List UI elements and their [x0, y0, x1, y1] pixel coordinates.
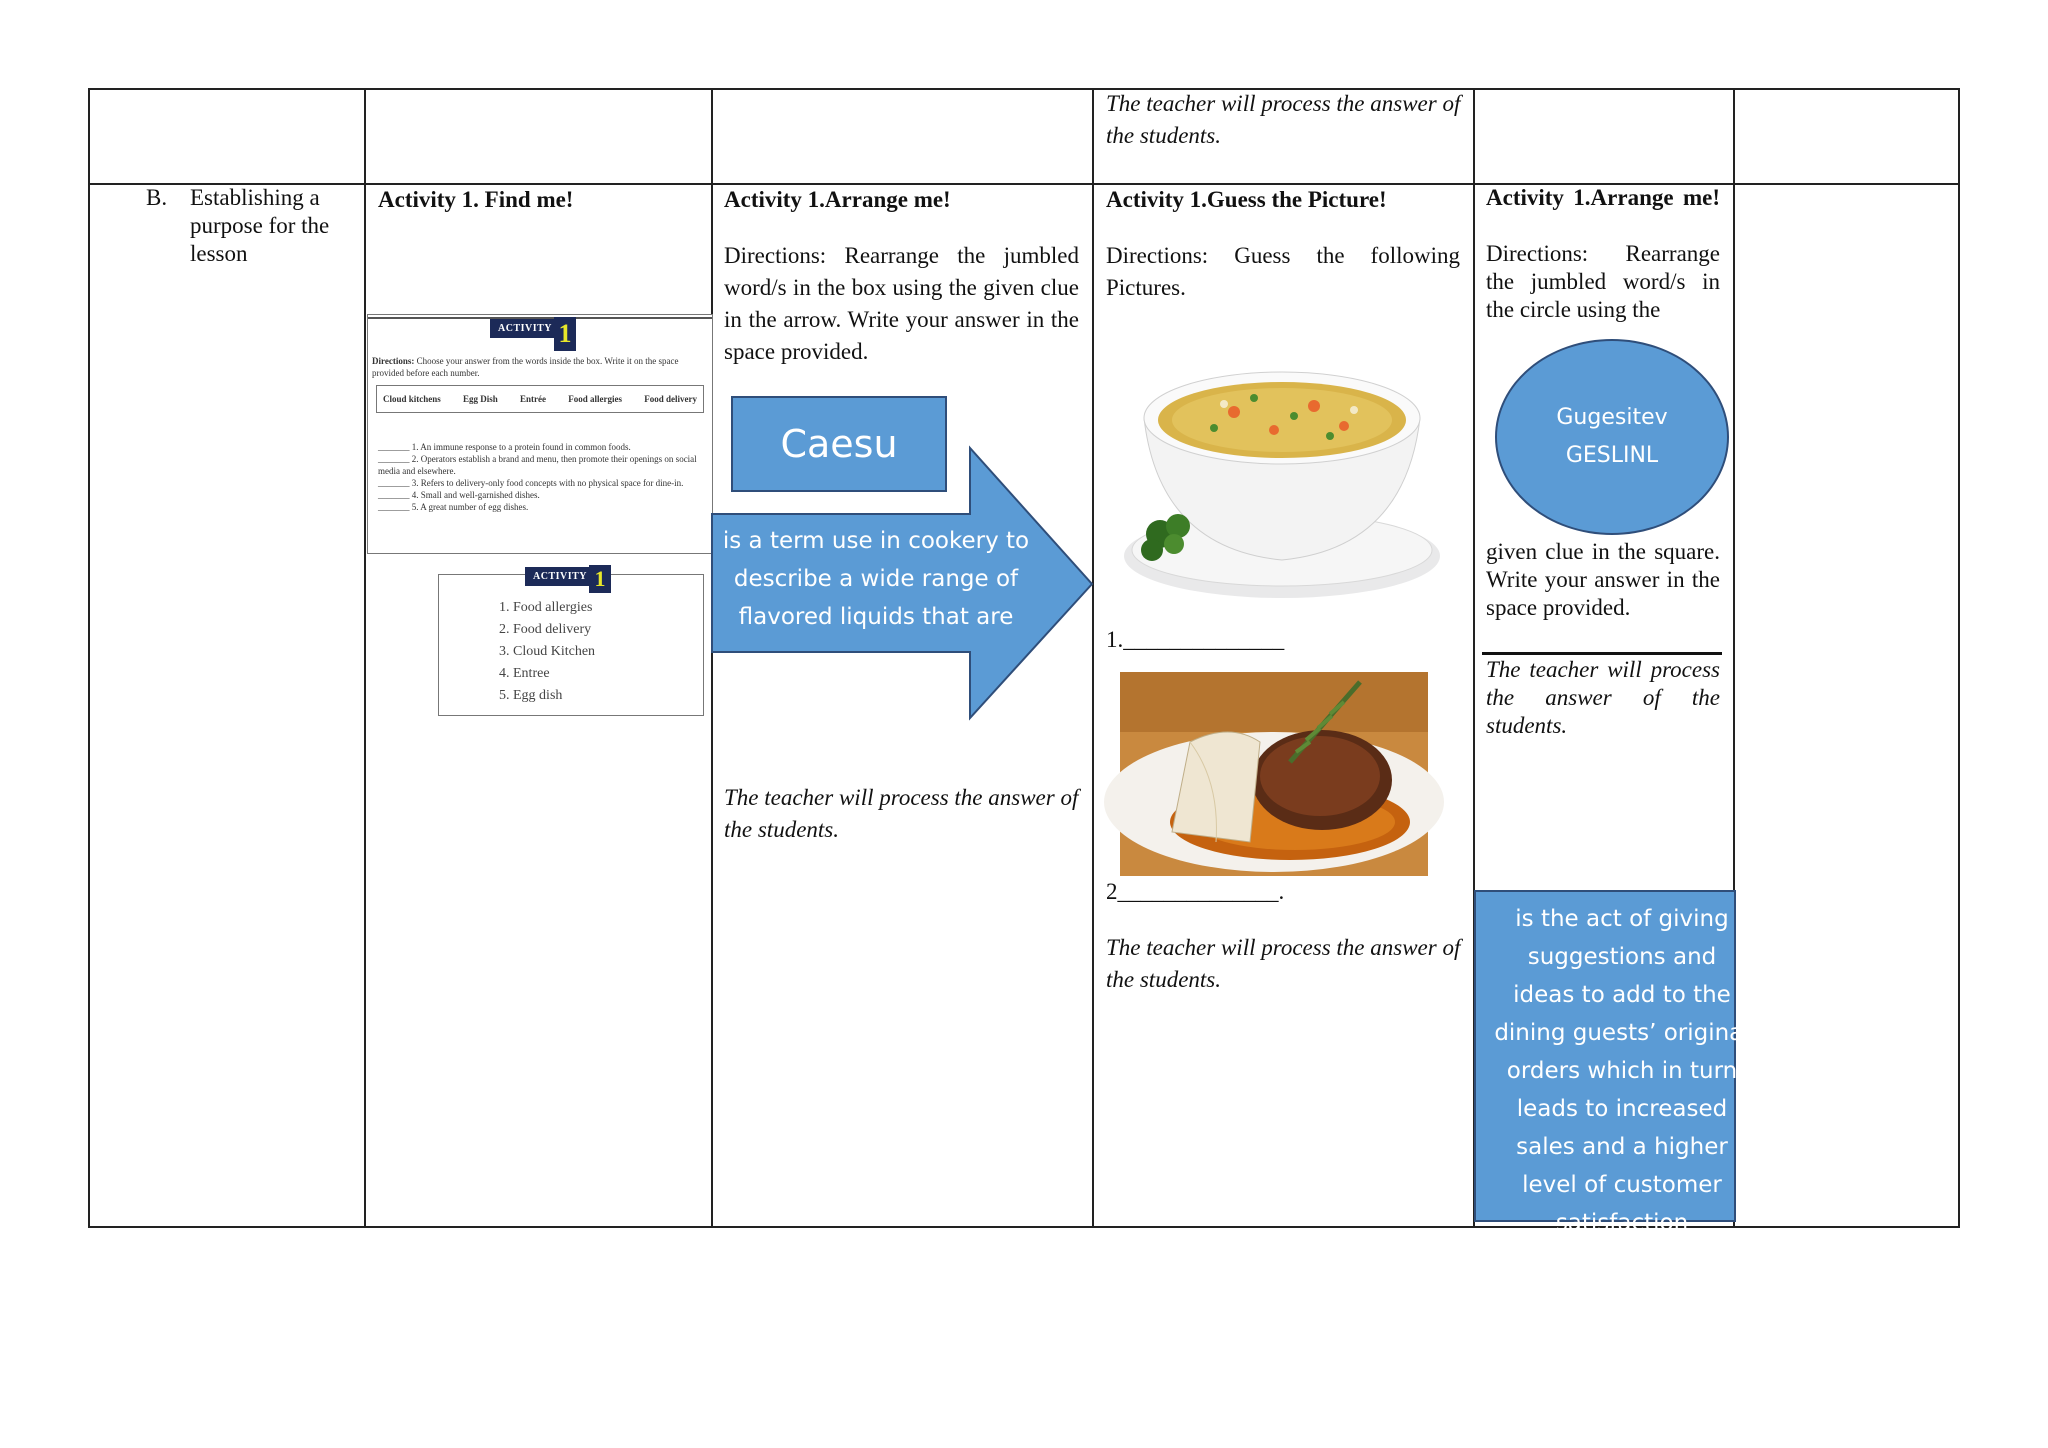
- answer-key-list: [499, 597, 689, 707]
- col3-directions: Directions: Rearrange the jumbled word/s in the box using the given clue in the arrow. Write your answer in the space provided.: [724, 243, 1079, 364]
- circle-jumbled-word-1: Gugesitev: [1556, 405, 1668, 430]
- col5-teacher-note: The teacher will process the answer of the students.: [1486, 657, 1720, 738]
- worksheet-directions-text: Choose your answer from the words inside the box. Write it on the space provided before each number.: [372, 356, 679, 378]
- section-title: Establishing a purpose for the lesson: [190, 185, 330, 266]
- jumbled-word: Caesu: [780, 422, 898, 466]
- section-letter: B.: [146, 185, 168, 210]
- top-row-teacher-note: The teacher will process the answer of the students.: [1106, 91, 1461, 148]
- jumbled-word-circle: [1495, 339, 1729, 535]
- col4-activity-heading: Activity 1.Guess the Picture!: [1106, 187, 1387, 212]
- arrow-clue-text: is a term use in cookery to describe a wide range of flavored liquids that are: [722, 528, 1030, 630]
- worksheet-word: Cloud kitchens: [383, 394, 441, 404]
- worksheet-items: [378, 441, 706, 513]
- table-left-border: [88, 88, 90, 1228]
- worksheet-word: Food allergies: [568, 394, 622, 404]
- answer-key-activity-number: 1: [589, 565, 611, 593]
- table-top-border: [88, 88, 1958, 90]
- clue-square-text: is the act of giving suggestions and ideas to add to the dining guests’ original orders which in turn leads to increased sales and a higher level of customer satisfaction: [1494, 906, 1750, 1236]
- worksheet-word-box: [376, 385, 704, 413]
- picture-blank-2: 2______________.: [1106, 879, 1285, 904]
- col5-directions-bottom: given clue in the square. Write your answer in the space provided.: [1486, 539, 1720, 620]
- col4-directions: Directions: Guess the following Pictures.: [1106, 243, 1460, 300]
- col3-teacher-note: The teacher will process the answer of the students.: [724, 785, 1079, 842]
- steak-plate-image: [1120, 672, 1428, 876]
- soup-bowl-image: [1104, 338, 1454, 618]
- table-right-border: [1958, 88, 1960, 1228]
- answer-line: [1482, 652, 1722, 655]
- answer-key-thumbnail: [438, 566, 704, 716]
- answer-key-activity-tag: ACTIVITY: [525, 567, 595, 586]
- col2-activity-heading: Activity 1. Find me!: [378, 187, 574, 212]
- answer-key-item: 3. Cloud Kitchen: [499, 644, 596, 659]
- answer-key-item: 1. Food allergies: [499, 600, 593, 615]
- worksheet-word: Food delivery: [644, 394, 697, 404]
- answer-key-item: 2. Food delivery: [499, 622, 592, 637]
- col3-activity-heading: Activity 1.Arrange me!: [724, 187, 951, 212]
- clue-square: [1474, 890, 1750, 1236]
- answer-key-item: 4. Entree: [499, 666, 550, 681]
- column-divider: [364, 88, 366, 1228]
- worksheet-directions-label: Directions:: [372, 356, 415, 366]
- picture-blank-1: 1.______________: [1106, 627, 1285, 652]
- worksheet-word: Entrée: [520, 394, 547, 404]
- worksheet-item: _______ 2. Operators establish a brand and menu, then promote their openings on social media and elsewhere.: [378, 454, 697, 476]
- circle-jumbled-word-2: GESLINL: [1565, 443, 1659, 468]
- worksheet-word: Egg Dish: [463, 394, 498, 404]
- col5-activity-heading: Activity 1.Arrange me!: [1486, 185, 1720, 210]
- worksheet-activity-number: 1: [554, 317, 576, 351]
- worksheet-thumbnail: [367, 314, 713, 554]
- worksheet-item: _______ 4. Small and well-garnished dishes.: [378, 490, 540, 500]
- worksheet-item: _______ 3. Refers to delivery-only food concepts with no physical space for dine-in.: [378, 478, 684, 488]
- answer-key-item: 5. Egg dish: [499, 688, 563, 703]
- worksheet-directions: [372, 355, 706, 379]
- worksheet-item: _______ 1. An immune response to a protein found in common foods.: [378, 442, 631, 452]
- col4-teacher-note: The teacher will process the answer of the students.: [1106, 935, 1461, 992]
- worksheet-item: _______ 5. A great number of egg dishes.: [378, 502, 529, 512]
- col5-directions-top: Directions: Rearrange the jumbled word/s in the circle using the: [1486, 241, 1720, 322]
- worksheet-activity-tag: ACTIVITY: [490, 319, 560, 338]
